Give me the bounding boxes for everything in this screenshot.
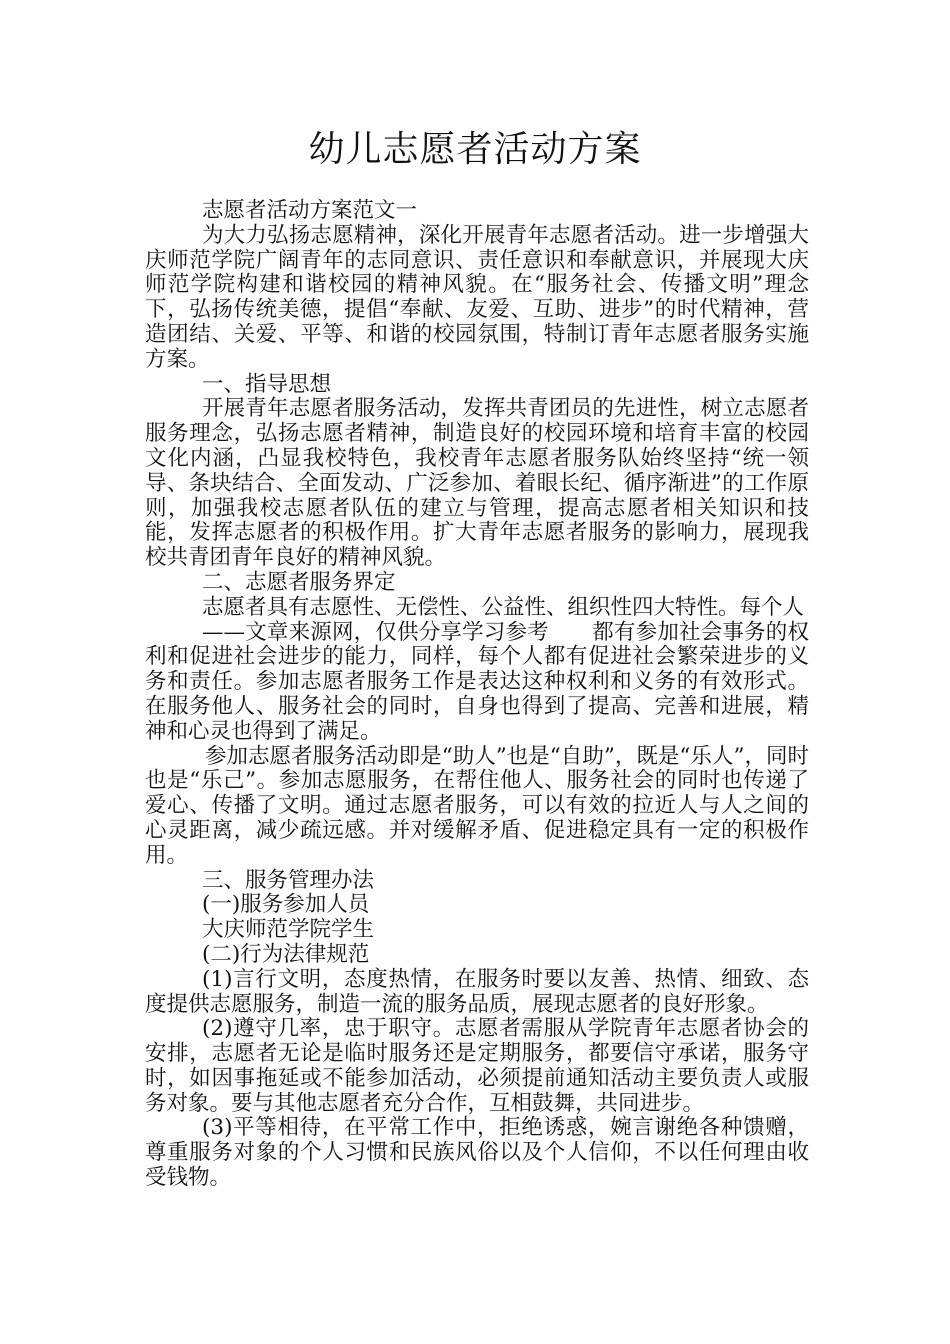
paragraph-definition: 志愿者具有志愿性、无偿性、公益性、组织性四大特性。每个人 <box>202 594 805 620</box>
subheading-conduct: (二)行为法律规范 <box>202 941 370 967</box>
paragraph-conduct-1: (1)言行文明，态度热情，在服务时要以友善、热情、细致、态度提供志愿服务，制造一流的服务品质，展现志愿者的良好形象。 <box>145 966 809 1017</box>
paragraph-subtitle: 志愿者活动方案范文一 <box>202 198 418 223</box>
document-title: 幼儿志愿者活动方案 <box>308 129 642 170</box>
paragraph-conduct-2: (2)遵守几率，忠于职守。志愿者需服从学院青年志愿者协会的安排，志愿者无论是临时服务还是定期服务，都要信守承诺，服务守时，如因事拖延或不能参加活动，必须提前通知活动主要负责人或服务对象。要与其他志愿者充分合作，互相鼓舞，共同进步。 <box>145 1016 809 1116</box>
subheading-participants: (一)服务参加人员 <box>202 892 370 918</box>
paragraph-participants: 大庆师范学院学生 <box>202 917 375 943</box>
paragraph-guiding-idea: 开展青年志愿者服务活动，发挥共青团员的先进性，树立志愿者服务理念，弘扬志愿者精神，制造良好的校园环境和培育丰富的校园文化内涵，凸显我校特色，我校青年志愿者服务队始终坚持“统一领导、条块结合、全面发动、广泛参加、着眼长纪、循序渐进”的工作原则，加强我校志愿者队伍的建立与管理，提高志愿者相关知识和技能，发挥志愿者的积极作用。扩大青年志愿者服务的影响力，展现我校共青团青年良好的精神风貌。 <box>145 396 809 571</box>
section-heading-definition: 二、志愿者服务界定 <box>202 569 396 595</box>
document-body <box>145 199 809 1191</box>
paragraph-source-note: ——文章来源网，仅供分享学习参考 都有参加社会事务的权利和促进社会进步的能力，同样，每个人都有促进社会繁荣进步的义务和责任。参加志愿者服务工作是表达这种权利和义务的有效形式。在服务他人、服务社会的同时，自身也得到了提高、完善和进展，精神和心灵也得到了满足。 <box>145 619 809 744</box>
section-heading-management: 三、服务管理办法 <box>202 867 375 893</box>
paragraph-intro: 为大力弘扬志愿精神，深化开展青年志愿者活动。进一步增强大庆师范学院广阔青年的志同意识、责任意识和奉献意识，并展现大庆师范学院构建和谐校园的精神风貌。在“服务社会、传播文明”理念下，弘扬传统美德，提倡“奉献、友爱、互助、进步”的时代精神，营造团结、关爱、平等、和谐的校园氛围，特制订青年志愿者服务实施方案。 <box>145 222 809 372</box>
paragraph-self-help: 参加志愿者服务活动即是“助人”也是“自助”，既是“乐人”，同时也是“乐己”。参加志愿服务，在帮住他人、服务社会的同时也传递了爱心、传播了文明。通过志愿者服务，可以有效的拉近人与人之间的心灵距离，减少疏远感。并对缓解矛盾、促进稳定具有一定的积极作用。 <box>145 743 809 868</box>
section-heading-guiding-idea: 一、指导思想 <box>202 371 332 397</box>
paragraph-conduct-3: (3)平等相待，在平常工作中，拒绝诱惑，婉言谢绝各种馈赠，尊重服务对象的个人习惯和民族风俗以及个人信仰，不以任何理由收受钱物。 <box>145 1115 809 1191</box>
